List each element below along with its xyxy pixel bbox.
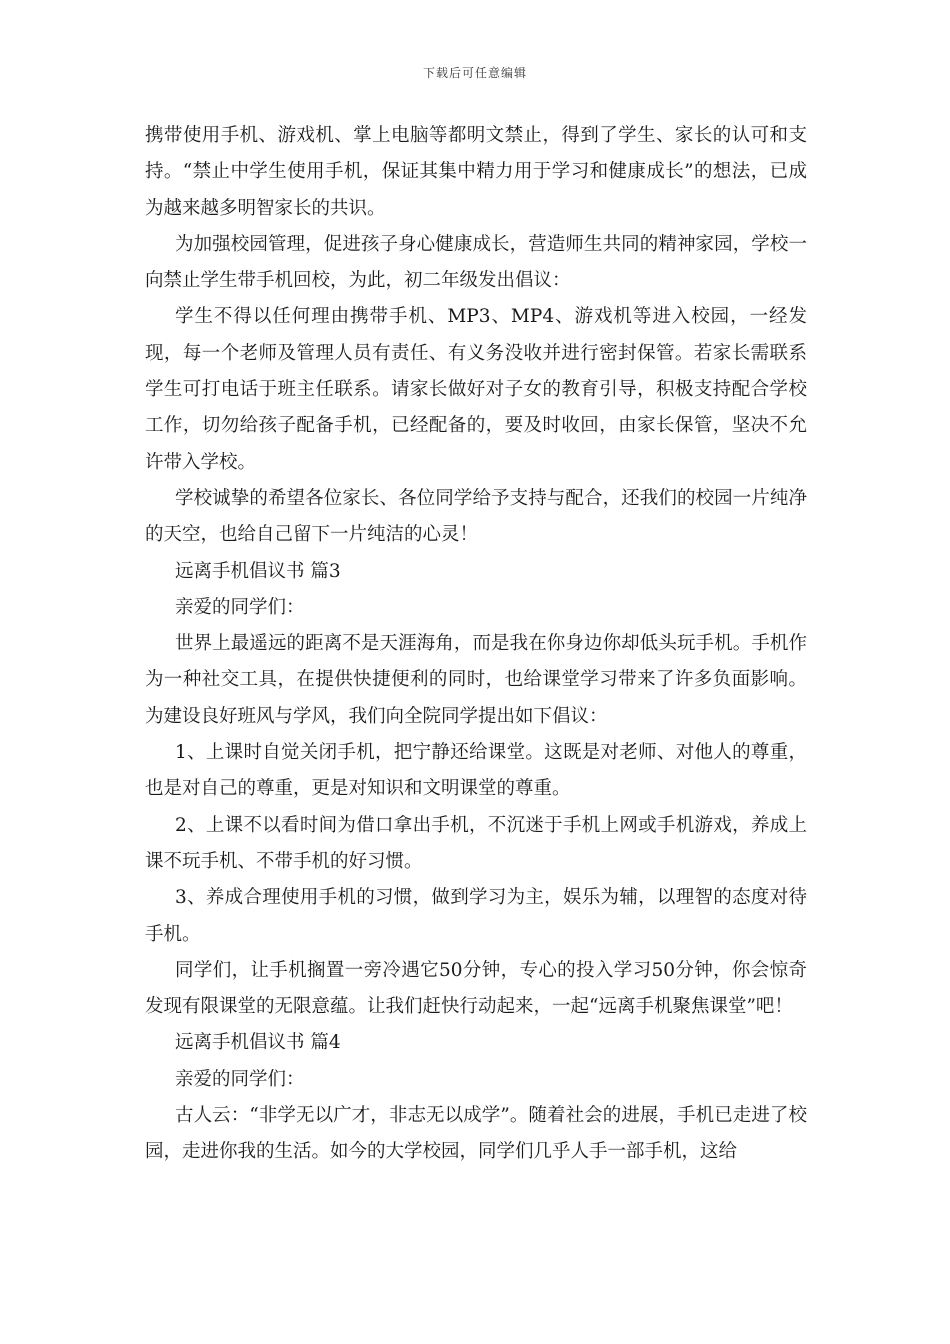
- paragraph-6: 同学们，让手机搁置一旁冷遇它50分钟，专心的投入学习50分钟，你会惊奇发现有限课堂的无限意蕴。让我们赶快行动起来，一起“远离手机聚焦课堂”吧！: [145, 959, 807, 1018]
- page-header: 下载后可任意编辑: [422, 66, 527, 80]
- paragraph-3: 学生不得以任何理由携带手机、MP3、MP4、游戏机等进入校园，一经发现，每一个老师及管理人员有责任、有义务没收并进行密封保管。若家长需联系学生可打电话于班主任联系。请家长做好对子女的教育引导，积极支持配合学校工作，切勿给孩子配备手机，已经配备的，要及时收回，由家长保管，坚决不允许带入学校。: [145, 306, 807, 473]
- section-heading-4: 远离手机倡议书 篇4: [175, 1032, 341, 1054]
- document-body: [145, 118, 807, 1171]
- section-heading-3: 远离手机倡议书 篇3: [175, 560, 341, 582]
- list-item-2: 2、上课不以看时间为借口拿出手机，不沉迷于手机上网或手机游戏，养成上课不玩手机、不带手机的好习惯。: [145, 814, 807, 872]
- list-item-1: 1、上课时自觉关闭手机，把宁静还给课堂。这既是对老师、对他人的尊重，也是对自己的尊重，更是对知识和文明课堂的尊重。: [145, 742, 807, 800]
- paragraph-2: 为加强校园管理，促进孩子身心健康成长，营造师生共同的精神家园，学校一向禁止学生带手机回校，为此，初二年级发出倡议：: [145, 233, 807, 292]
- list-item-3: 3、养成合理使用手机的习惯，做到学习为主，娱乐为辅，以理智的态度对待手机。: [145, 887, 807, 945]
- paragraph-5: 世界上最遥远的距离不是天涯海角，而是我在你身边你却低头玩手机。手机作为一种社交工具，在提供快捷便利的同时，也给课堂学习带来了许多负面影响。为建设良好班风与学风，我们向全院同学提出如下倡议：: [145, 633, 807, 727]
- paragraph-4: 学校诚挚的希望各位家长、各位同学给予支持与配合，还我们的校园一片纯净的天空，也给自己留下一片纯洁的心灵！: [145, 487, 807, 546]
- salutation-3: 亲爱的同学们：: [175, 596, 305, 618]
- salutation-4: 亲爱的同学们：: [175, 1068, 305, 1090]
- paragraph-1: 携带使用手机、游戏机、掌上电脑等都明文禁止，得到了学生、家长的认可和支持。“禁止中学生使用手机，保证其集中精力用于学习和健康成长”的想法，已成为越来越多明智家长的共识。: [145, 125, 807, 219]
- paragraph-7: 古人云：“非学无以广才，非志无以成学”。随着社会的进展，手机已走进了校园，走进你我的生活。如今的大学校园，同学们几乎人手一部手机，这给: [145, 1105, 807, 1163]
